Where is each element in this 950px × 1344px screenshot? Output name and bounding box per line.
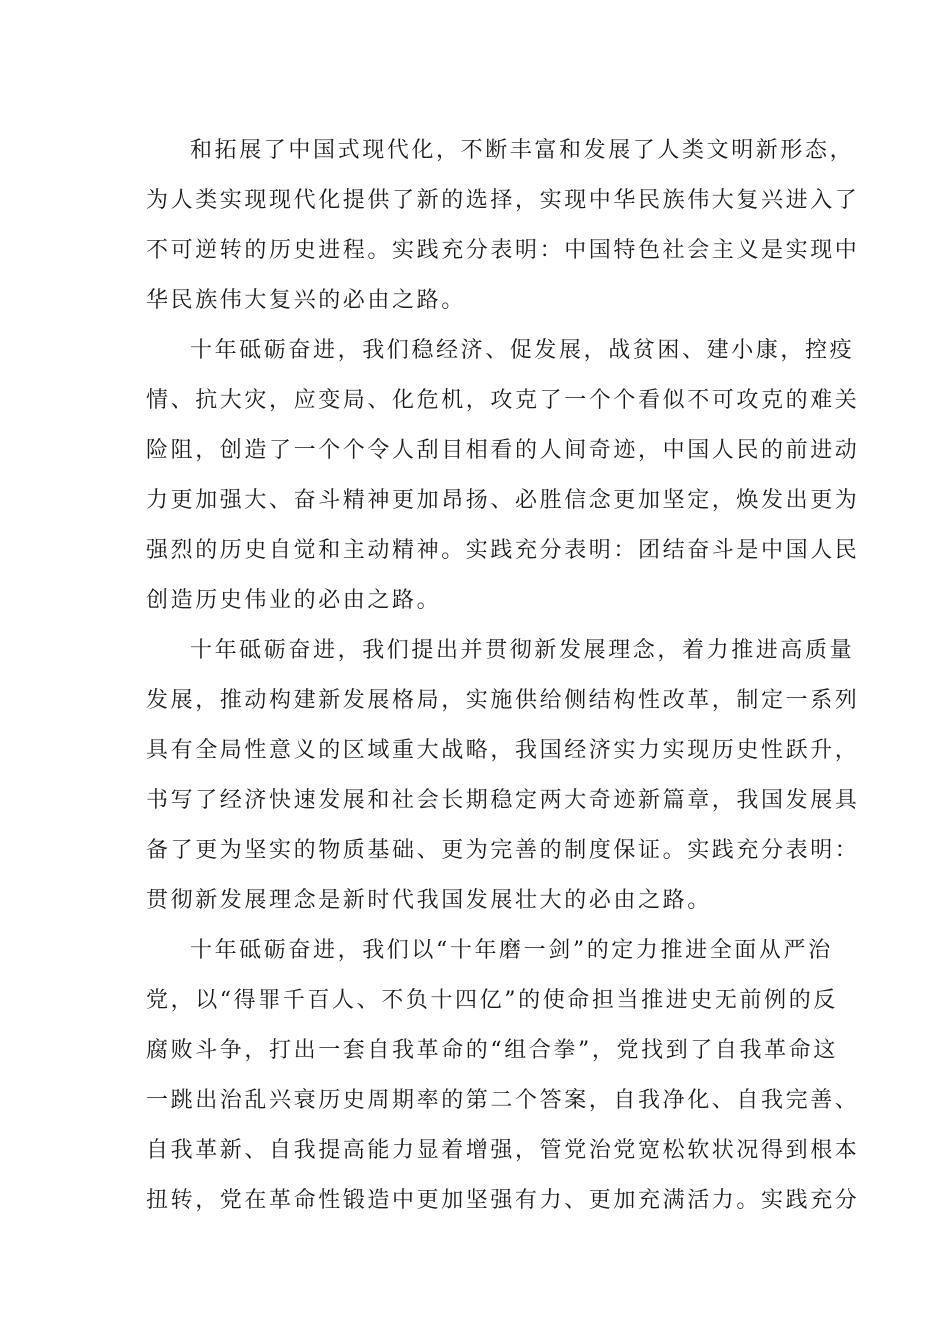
paragraph-line: 和拓展了中国式现代化，不断丰富和发展了人类文明新形态，	[190, 138, 855, 163]
paragraph-line: 备了更为坚实的物质基础、更为完善的制度保证。实践充分表明：	[146, 838, 860, 863]
paragraph-line: 力更加强大、奋斗精神更加昂扬、必胜信念更加坚定，焕发出更为	[146, 488, 860, 513]
paragraph-2	[146, 326, 860, 626]
paragraph-line: 不可逆转的历史进程。实践充分表明：中国特色社会主义是实现中	[146, 238, 860, 263]
paragraph-line: 一跳出治乱兴衰历史周期率的第二个答案，自我净化、自我完善、	[146, 1088, 860, 1113]
paragraph-line: 华民族伟大复兴的必由之路。	[146, 288, 466, 313]
paragraph-4	[146, 926, 860, 1226]
paragraph-line: 为人类实现现代化提供了新的选择，实现中华民族伟大复兴进入了	[146, 188, 860, 213]
paragraph-line: 十年砥砺奋进，我们提出并贯彻新发展理念，着力推进高质量	[190, 638, 855, 663]
paragraph-line: 腐败斗争，打出一套自我革命的“组合拳”，党找到了自我革命这	[146, 1038, 838, 1063]
paragraph-line: 强烈的历史自觉和主动精神。实践充分表明：团结奋斗是中国人民	[146, 538, 860, 563]
paragraph-3	[146, 626, 860, 926]
paragraph-line: 情、抗大灾，应变局、化危机，攻克了一个个看似不可攻克的难关	[146, 388, 860, 413]
paragraph-line: 创造历史伟业的必由之路。	[146, 588, 442, 613]
paragraph-line: 十年砥砺奋进，我们以“十年磨一剑”的定力推进全面从严治	[190, 938, 833, 963]
paragraph-line: 险阻，创造了一个个令人刮目相看的人间奇迹，中国人民的前进动	[146, 438, 860, 463]
paragraph-1	[146, 126, 860, 326]
paragraph-line: 自我革新、自我提高能力显着增强，管党治党宽松软状况得到根本	[146, 1138, 860, 1163]
paragraph-line: 十年砥砺奋进，我们稳经济、促发展，战贫困、建小康，控疫	[190, 338, 855, 363]
document-body	[146, 126, 860, 1226]
paragraph-line: 扭转，党在革命性锻造中更加坚强有力、更加充满活力。实践充分	[146, 1188, 860, 1213]
paragraph-line: 书写了经济快速发展和社会长期稳定两大奇迹新篇章，我国发展具	[146, 788, 860, 813]
paragraph-line: 党，以“得罪千百人、不负十四亿”的使命担当推进史无前例的反	[146, 988, 838, 1013]
paragraph-line: 贯彻新发展理念是新时代我国发展壮大的必由之路。	[146, 888, 712, 913]
paragraph-line: 发展，推动构建新发展格局，实施供给侧结构性改革，制定一系列	[146, 688, 860, 713]
paragraph-line: 具有全局性意义的区域重大战略，我国经济实力实现历史性跃升，	[146, 738, 860, 763]
